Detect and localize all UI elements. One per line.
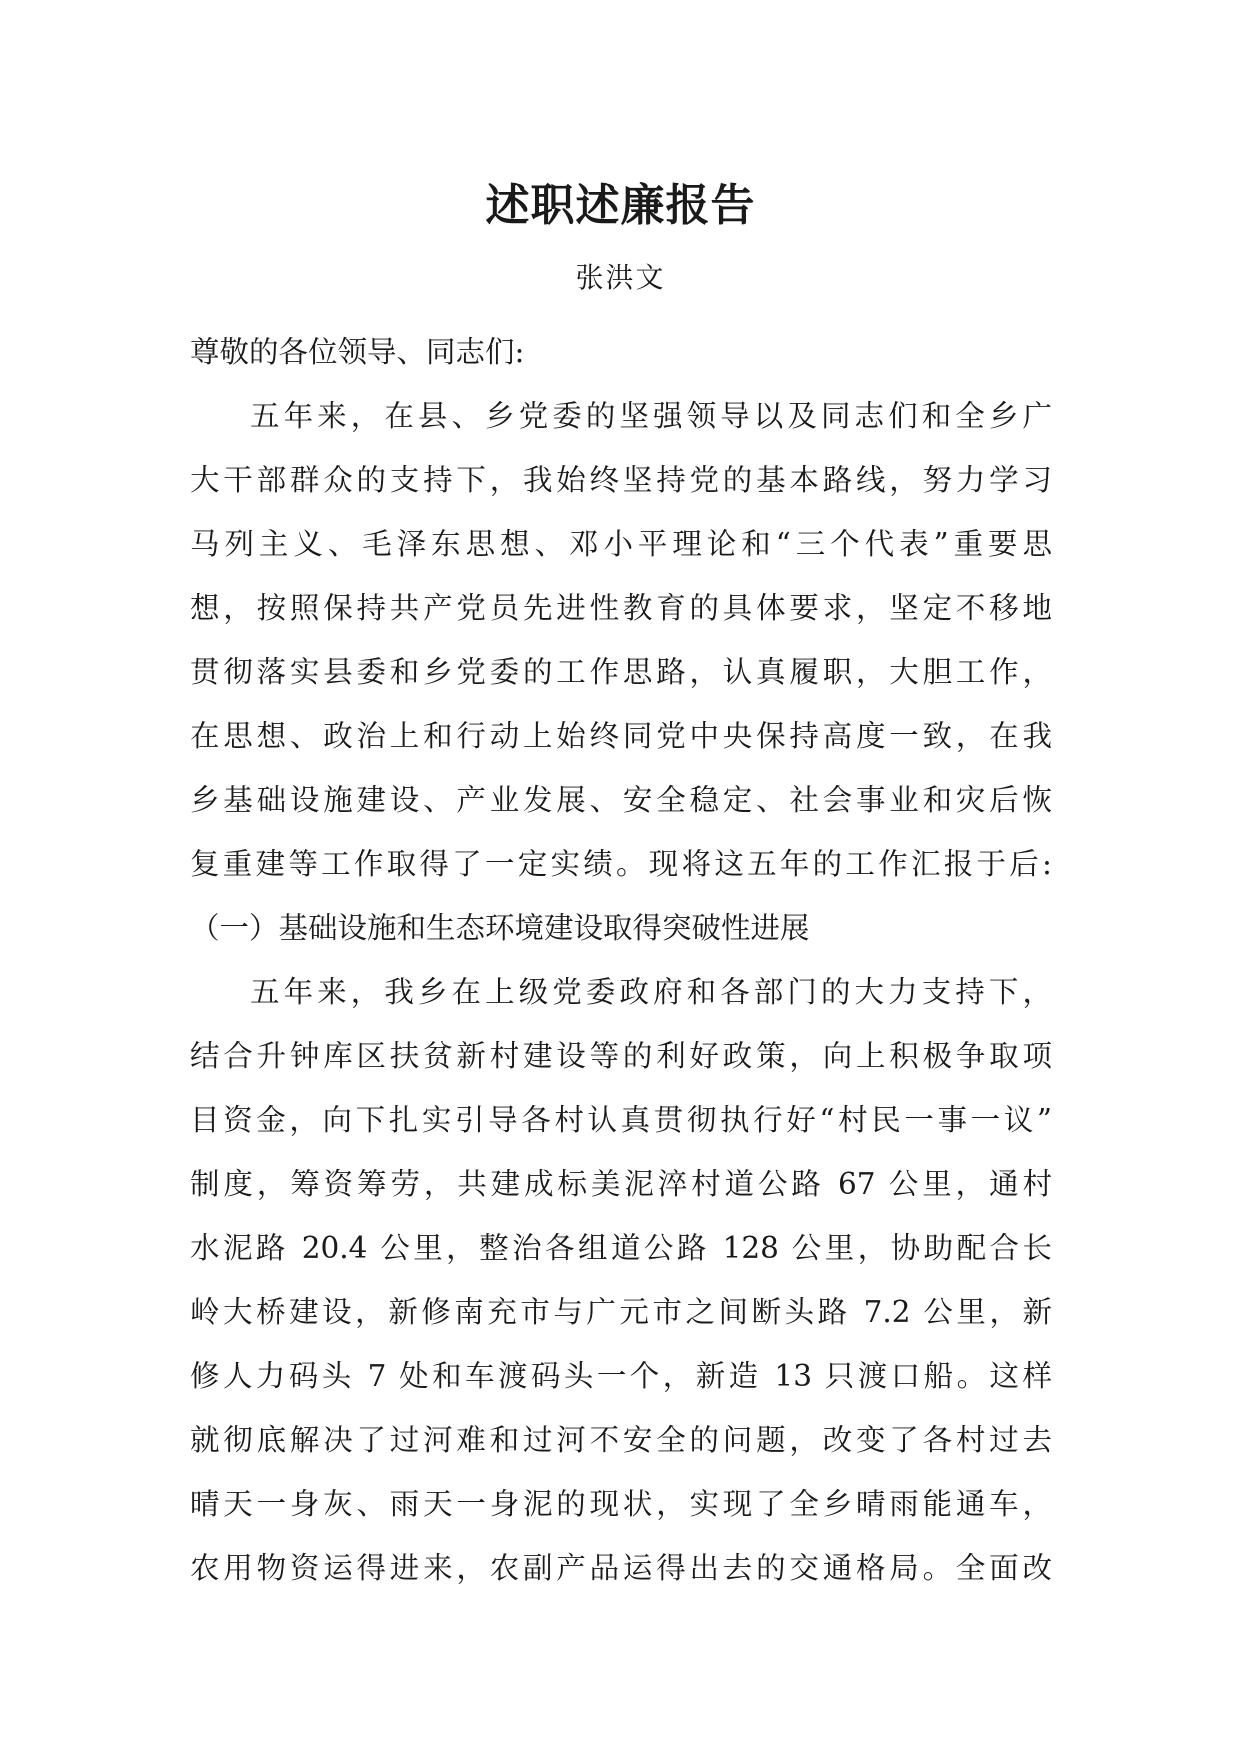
text-line: 乡基础设施建设、产业发展、安全稳定、社会事业和灾后恢 [190,783,1052,817]
text-line: 就彻底解决了过河难和过河不安全的问题，改变了各村过去 [190,1423,1052,1457]
text-line: 尊敬的各位领导、同志们: [190,335,525,369]
text-line: 岭大桥建设，新修南充市与广元市之间断头路 7.2 公里，新 [190,1295,1052,1329]
text-line: （一）基础设施和生态环境建设取得突破性进展 [190,911,810,945]
text-line: 贯彻落实县委和乡党委的工作思路，认真履职，大胆工作， [190,655,1052,689]
text-line: 五年来，我乡在上级党委政府和各部门的大力支持下， [250,975,1052,1009]
text-line: 结合升钟库区扶贫新村建设等的利好政策，向上积极争取项 [190,1039,1052,1073]
text-line: 修人力码头 7 处和车渡码头一个，新造 13 只渡口船。这样 [190,1359,1052,1393]
text-line: 复重建等工作取得了一定实绩。现将这五年的工作汇报于后: [190,847,1052,881]
text-line: 晴天一身灰、雨天一身泥的现状，实现了全乡晴雨能通车， [190,1487,1052,1521]
text-line: 水泥路 20.4 公里，整治各组道公路 128 公里，协助配合长 [190,1231,1052,1265]
text-line: 想，按照保持共产党员先进性教育的具体要求，坚定不移地 [190,591,1052,625]
document-author: 张洪文 [575,261,666,294]
text-line: 在思想、政治上和行动上始终同党中央保持高度一致，在我 [190,719,1052,753]
document-title: 述职述廉报告 [485,180,756,231]
text-line: 马列主义、毛泽东思想、邓小平理论和“三个代表”重要思 [190,527,1052,561]
text-line: 目资金，向下扎实引导各村认真贯彻执行好“村民一事一议” [190,1103,1052,1137]
text-line: 五年来，在县、乡党委的坚强领导以及同志们和全乡广 [250,399,1052,433]
text-line: 制度，筹资筹劳，共建成标美泥淬村道公路 67 公里，通村 [190,1167,1052,1201]
text-line: 农用物资运得进来，农副产品运得出去的交通格局。全面改 [190,1551,1052,1585]
document-body [190,320,1052,1600]
text-line: 大干部群众的支持下，我始终坚持党的基本路线，努力学习 [190,463,1052,497]
